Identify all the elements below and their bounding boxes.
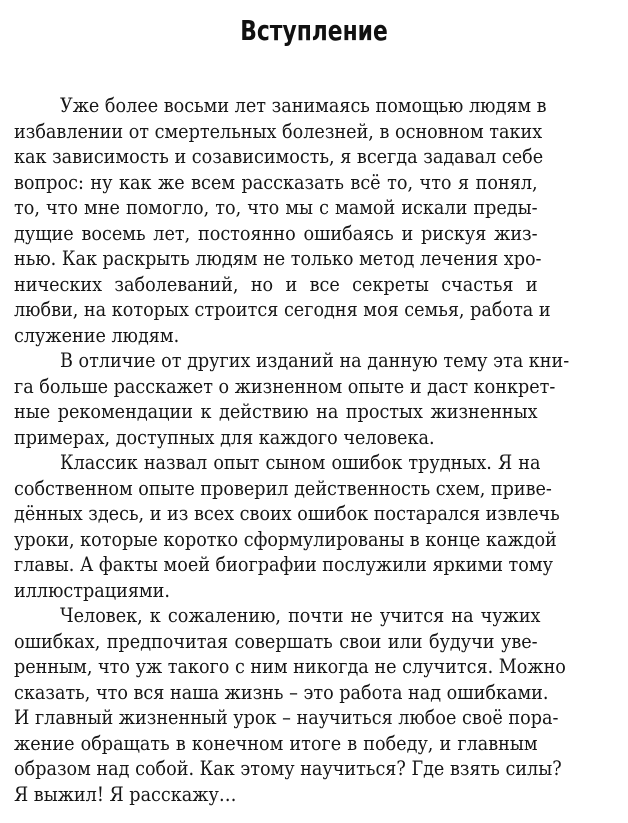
text-line: дённых здесь, и из всех своих ошибок постарался извлечь (14, 501, 560, 525)
text-line: жение обращать в конечном итоге в победу, и главным (14, 730, 538, 755)
text-line: В отличие от других изданий на данную тему эта кни- (60, 348, 570, 372)
page-title: Вступление (240, 14, 388, 47)
text-line: служение людям. (14, 322, 180, 347)
text-line: нью. Как раскрыть людям не только метод лечения хро- (14, 246, 542, 270)
text-line: дущие восемь лет, постоянно ошибаясь и рискуя жиз- (14, 220, 538, 245)
text-line: вопрос: ну как же всем рассказать всё то, что я понял, (14, 169, 538, 194)
text-line: Уже более восьми лет занимаясь помощью людям в (60, 93, 547, 117)
text-line: ренным, что уж такого с ним никогда не случится. Можно (14, 654, 566, 678)
text-line: собственном опыте проверил действенность схем, приве- (14, 475, 552, 500)
text-line: главы. А факты моей биографии послужили яркими тому (14, 552, 553, 576)
text-line: Человек, к сожалению, почти не учится на чужих (60, 603, 541, 627)
text-line: Классик назвал опыт сыном ошибок трудных. Я на (60, 450, 541, 474)
text-line: как зависимость и созависимость, я всегда задавал себе (14, 144, 544, 168)
text-line: избавлении от смертельных болезней, в основном таких (14, 118, 543, 143)
text-line: ные рекомендации к действию на простых жизненных (14, 399, 538, 423)
text-line: га больше расскажет о жизненном опыте и даст конкрет- (14, 373, 556, 398)
text-line: уроки, которые коротко сформулированы в конце каждой (14, 526, 557, 551)
text-line: Я выжил! Я расскажу… (14, 781, 237, 806)
text-line: И главный жизненный урок – научиться любое своё пора- (14, 705, 559, 729)
text-line: сказать, что вся наша жизнь – это работа над ошибками. (14, 679, 549, 704)
text-line: то, что мне помогло, то, что мы с мамой искали преды- (14, 195, 538, 219)
text-line: нических заболеваний, но и все секреты счастья и (14, 271, 538, 296)
text-line: примерах, доступных для каждого человека. (14, 424, 435, 449)
text-line: ошибках, предпочитая совершать свои или будучи уве- (14, 628, 538, 653)
text-line: образом над собой. Как этому научиться? Где взять силы? (14, 756, 562, 780)
text-line: иллюстрациями. (14, 577, 170, 602)
text-line: любви, на которых строится сегодня моя семья, работа и (14, 297, 551, 321)
